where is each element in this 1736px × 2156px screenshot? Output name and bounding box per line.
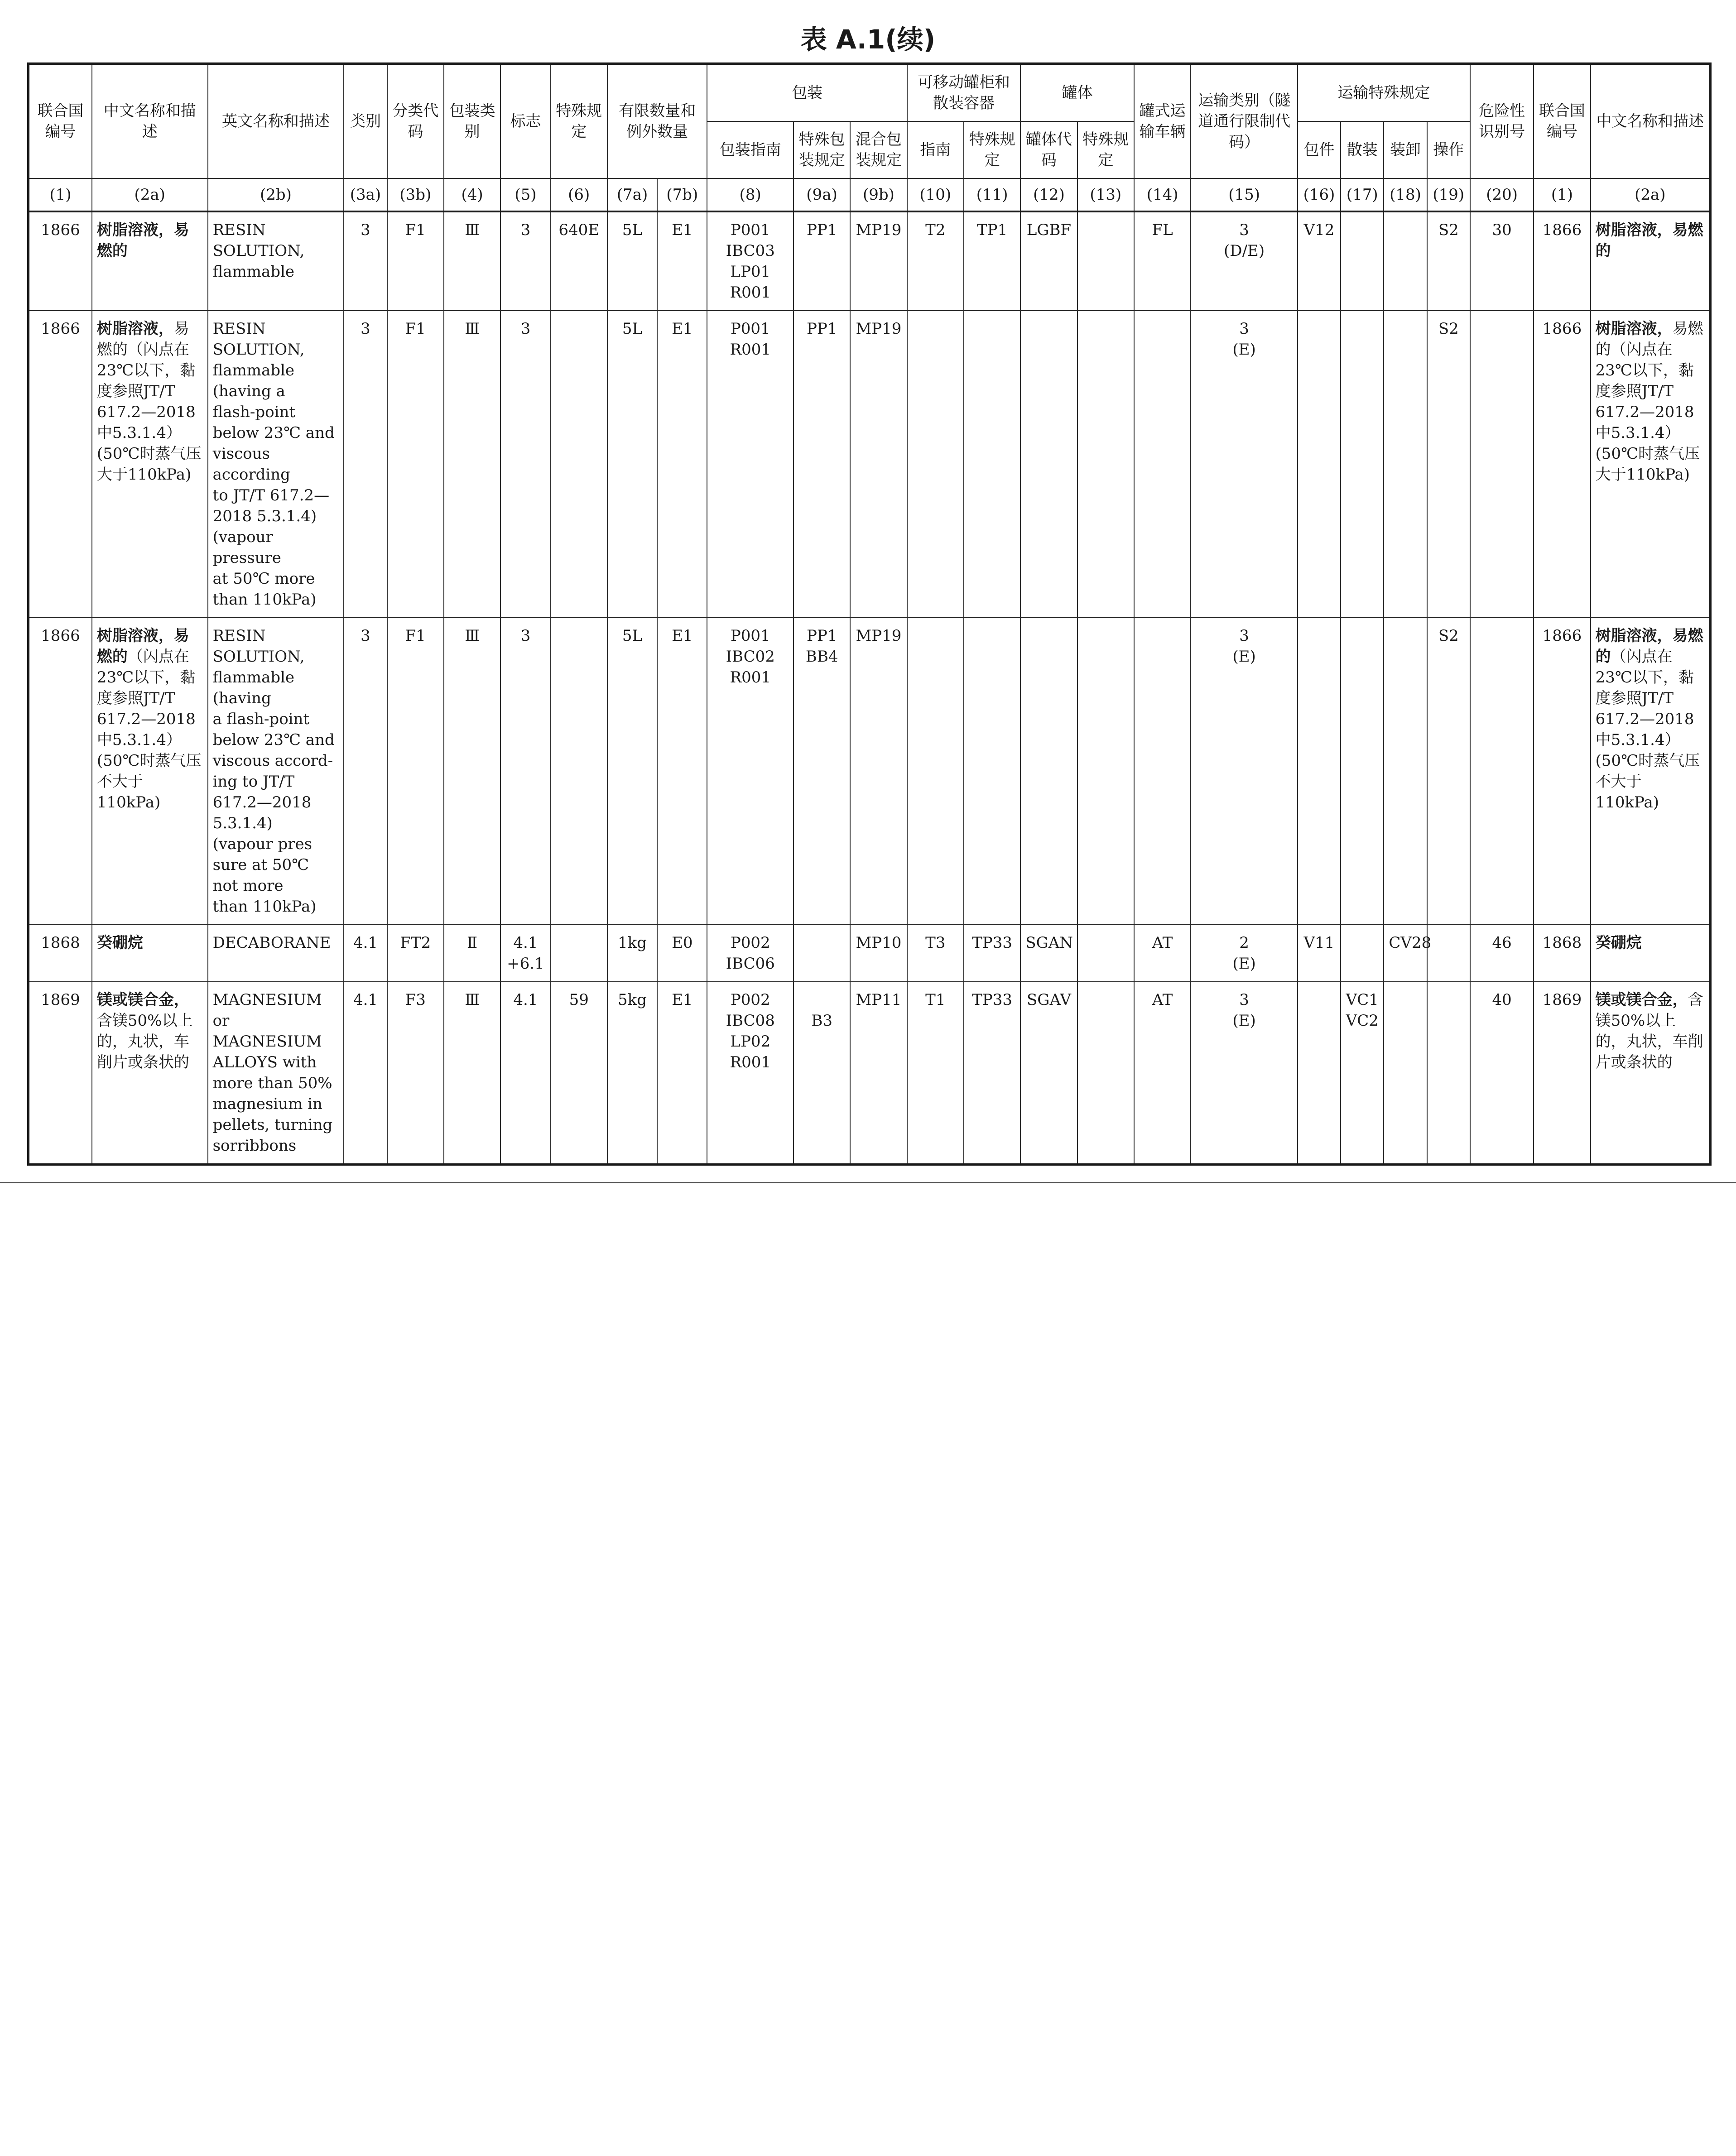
cell-un-no: 1866 bbox=[29, 211, 92, 311]
cell-line: 617.2—2018 bbox=[212, 793, 312, 812]
cell-un-no-2: 1869 bbox=[1534, 982, 1590, 1165]
cell-line: +6.1 bbox=[507, 955, 544, 973]
cell-hazard-id bbox=[1470, 618, 1534, 925]
column-number: (2a) bbox=[92, 178, 208, 211]
cell-operation: S2 bbox=[1427, 211, 1470, 311]
cell-labels bbox=[500, 618, 550, 925]
table-body bbox=[29, 211, 1711, 1165]
cell-pack-instr bbox=[707, 211, 793, 311]
cell-mixed-pack: MP11 bbox=[850, 982, 907, 1165]
cell-line: 3 bbox=[520, 627, 531, 645]
cell-class-code: FT2 bbox=[387, 925, 444, 982]
cell-cn-name bbox=[92, 982, 208, 1165]
dangerous-goods-table bbox=[27, 62, 1712, 1166]
cell-line: (having bbox=[212, 689, 271, 707]
cell-line: than 110kPa) bbox=[212, 898, 317, 916]
cell-tank-code: LGBF bbox=[1020, 211, 1077, 311]
header-tank-group: 罐体 bbox=[1020, 64, 1134, 122]
cell-line: not more bbox=[212, 877, 284, 895]
table-row bbox=[29, 982, 1711, 1165]
cell-line: sorribbons bbox=[212, 1137, 297, 1155]
cell-pack-instr bbox=[707, 618, 793, 925]
cell-hazard-id: 40 bbox=[1470, 982, 1534, 1165]
cell-hazard-id: 46 bbox=[1470, 925, 1534, 982]
cell-en-name bbox=[208, 925, 344, 982]
name-rest-part: 易燃的（闪点在23℃以下，黏度参照JT/T 617.2—2018中5.3.1.4）(50℃时蒸气压大于110kPa) bbox=[1595, 320, 1703, 484]
cell-loading bbox=[1384, 982, 1427, 1165]
cell-line: SOLUTION, bbox=[212, 648, 305, 666]
column-number: (17) bbox=[1341, 178, 1384, 211]
cell-line: (vapour pressure bbox=[212, 528, 281, 567]
cell-tank-vehicle: AT bbox=[1134, 982, 1191, 1165]
cell-line: sure at 50℃ bbox=[212, 856, 309, 874]
cell-operation bbox=[1427, 925, 1470, 982]
page-title: 表 A.1(续) bbox=[800, 24, 936, 55]
header-pack-instr: 包装指南 bbox=[707, 121, 793, 178]
cell-line: 2018 5.3.1.4) bbox=[212, 507, 317, 525]
cell-excepted-qty: E1 bbox=[657, 211, 707, 311]
cell-line: R001 bbox=[730, 668, 771, 687]
cell-line: PP1 bbox=[806, 320, 837, 338]
cell-cn-name-2 bbox=[1591, 211, 1711, 311]
cell-line: DECABORANE bbox=[212, 934, 331, 952]
header-portable-special: 特殊规定 bbox=[964, 121, 1020, 178]
cell-class: 3 bbox=[344, 211, 387, 311]
cell-cn-name bbox=[92, 925, 208, 982]
name-bold-part: 树脂溶液，易燃的 bbox=[96, 627, 189, 666]
cell-bulk bbox=[1341, 211, 1384, 311]
column-number: (6) bbox=[551, 178, 607, 211]
cell-line: magnesium in bbox=[212, 1095, 322, 1113]
cell-line: flammable bbox=[212, 263, 295, 281]
cell-cn-name-2 bbox=[1591, 311, 1711, 618]
name-bold-part: 树脂溶液，易燃的 bbox=[96, 221, 189, 260]
dangerous-goods-table-wrapper bbox=[27, 62, 1712, 1166]
cell-loading: CV28 bbox=[1384, 925, 1427, 982]
page-divider-line bbox=[0, 1182, 1736, 1183]
cell-cn-name bbox=[92, 618, 208, 925]
cell-line: LP02 bbox=[730, 1032, 771, 1051]
cell-pack-group: Ⅲ bbox=[444, 982, 500, 1165]
cell-line: (E) bbox=[1232, 648, 1256, 666]
cell-tank-special bbox=[1077, 618, 1134, 925]
cell-line: IBC06 bbox=[726, 955, 775, 973]
header-class-code: 分类代码 bbox=[387, 64, 444, 179]
cell-bulk bbox=[1341, 311, 1384, 618]
header-special: 特殊规定 bbox=[551, 64, 607, 179]
cell-mixed-pack: MP19 bbox=[850, 211, 907, 311]
column-number: (4) bbox=[444, 178, 500, 211]
header-portable-instr: 指南 bbox=[907, 121, 964, 178]
cell-pack-instr bbox=[707, 311, 793, 618]
header-tank-vehicle: 罐式运输车辆 bbox=[1134, 64, 1191, 179]
cell-line: SOLUTION, bbox=[212, 341, 305, 359]
cell-tank-vehicle: FL bbox=[1134, 211, 1191, 311]
cell-cn-name bbox=[92, 211, 208, 311]
cell-pack-group: Ⅱ bbox=[444, 925, 500, 982]
cell-line: (having a bbox=[212, 382, 285, 400]
header-portable-group: 可移动罐柜和散装容器 bbox=[907, 64, 1021, 122]
cell-class-code: F1 bbox=[387, 211, 444, 311]
cell-line: to JT/T 617.2— bbox=[212, 486, 330, 504]
cell-tank-code bbox=[1020, 618, 1077, 925]
cell-limited-qty: 5L bbox=[607, 311, 657, 618]
header-tank-special: 特殊规定 bbox=[1077, 121, 1134, 178]
header-cn-name: 中文名称和描述 bbox=[92, 64, 208, 179]
cell-line: R001 bbox=[730, 341, 771, 359]
table-row bbox=[29, 925, 1711, 982]
column-number: (18) bbox=[1384, 178, 1427, 211]
cell-cn-name bbox=[92, 311, 208, 618]
cell-cn-name-2 bbox=[1591, 618, 1711, 925]
cell-loading bbox=[1384, 311, 1427, 618]
cell-packages bbox=[1298, 311, 1341, 618]
cell-class-code: F1 bbox=[387, 311, 444, 618]
name-bold-part: 树脂溶液，易燃的 bbox=[1595, 627, 1703, 666]
name-bold-part: 镁或镁合金， bbox=[1595, 991, 1688, 1009]
cell-un-no-2: 1866 bbox=[1534, 311, 1590, 618]
cell-line: according bbox=[212, 466, 290, 484]
name-rest-part: 易燃的（闪点在23℃以下，黏度参照JT/T 617.2—2018中5.3.1.4）(50℃时蒸气压大于110kPa) bbox=[96, 320, 202, 484]
cell-special-pack bbox=[793, 982, 850, 1165]
cell-line: 3 bbox=[1239, 221, 1249, 239]
cell-class: 4.1 bbox=[344, 982, 387, 1165]
cell-mixed-pack: MP19 bbox=[850, 618, 907, 925]
cell-line: 2 bbox=[1239, 934, 1249, 952]
cell-bulk bbox=[1341, 982, 1384, 1165]
cell-hazard-id bbox=[1470, 311, 1534, 618]
column-number: (3a) bbox=[344, 178, 387, 211]
cell-tank-code: SGAN bbox=[1020, 925, 1077, 982]
cell-mixed-pack: MP19 bbox=[850, 311, 907, 618]
cell-line: VC2 bbox=[1346, 1012, 1379, 1030]
cell-special bbox=[551, 925, 607, 982]
cell-labels bbox=[500, 211, 550, 311]
cell-line: VC1 bbox=[1346, 991, 1379, 1009]
table-row bbox=[29, 311, 1711, 618]
cell-line: R001 bbox=[730, 283, 771, 302]
cell-en-name bbox=[208, 618, 344, 925]
cell-line: 4.1 bbox=[513, 991, 538, 1009]
cell-line: ing to JT/T bbox=[212, 773, 295, 791]
column-number: (10) bbox=[907, 178, 964, 211]
cell-tank-vehicle bbox=[1134, 618, 1191, 925]
column-number: (20) bbox=[1470, 178, 1534, 211]
cell-line: MAGNESIUM or bbox=[212, 991, 322, 1030]
cell-un-no: 1866 bbox=[29, 311, 92, 618]
cell-mixed-pack: MP10 bbox=[850, 925, 907, 982]
cell-special bbox=[551, 618, 607, 925]
cell-special-pack bbox=[793, 311, 850, 618]
cell-tank-special bbox=[1077, 925, 1134, 982]
name-bold-part: 镁或镁合金， bbox=[96, 991, 189, 1009]
cell-portable-special bbox=[964, 311, 1020, 618]
cell-excepted-qty: E1 bbox=[657, 982, 707, 1165]
cell-class: 3 bbox=[344, 618, 387, 925]
header-operation: 操作 bbox=[1427, 121, 1470, 178]
cell-labels bbox=[500, 982, 550, 1165]
header-packaging-group: 包装 bbox=[707, 64, 907, 122]
cell-portable-special bbox=[964, 618, 1020, 925]
cell-bulk bbox=[1341, 925, 1384, 982]
cell-line: RESIN bbox=[212, 221, 266, 239]
cell-transport-cat bbox=[1191, 982, 1298, 1165]
cell-special-pack bbox=[793, 211, 850, 311]
cell-line: RESIN bbox=[212, 627, 266, 645]
cell-line: MAGNESIUM bbox=[212, 1032, 322, 1051]
cell-class: 3 bbox=[344, 311, 387, 618]
cell-line: viscous bbox=[212, 445, 270, 463]
header-mixed-pack: 混合包装规定 bbox=[850, 121, 907, 178]
cell-line: 5.3.1.4) bbox=[212, 814, 273, 832]
cell-line: below 23℃ and bbox=[212, 731, 335, 749]
cell-portable-special: TP33 bbox=[964, 982, 1020, 1165]
name-bold-part: 树脂溶液， bbox=[96, 320, 174, 338]
cell-bulk bbox=[1341, 618, 1384, 925]
cell-labels bbox=[500, 311, 550, 618]
header-packages: 包件 bbox=[1298, 121, 1341, 178]
cell-pack-instr bbox=[707, 925, 793, 982]
header-loading: 装卸 bbox=[1384, 121, 1427, 178]
cell-line: P001 bbox=[730, 221, 770, 239]
column-number: (16) bbox=[1298, 178, 1341, 211]
cell-line: viscous accord- bbox=[212, 752, 333, 770]
cell-hazard-id: 30 bbox=[1470, 211, 1534, 311]
table-header bbox=[29, 64, 1711, 212]
column-number: (15) bbox=[1191, 178, 1298, 211]
cell-line: (vapour pres bbox=[212, 835, 313, 853]
cell-line: flammable bbox=[212, 361, 295, 379]
cell-loading bbox=[1384, 211, 1427, 311]
header-limited-group: 有限数量和例外数量 bbox=[607, 64, 707, 179]
header-special-pack: 特殊包装规定 bbox=[793, 121, 850, 178]
cell-packages bbox=[1298, 618, 1341, 925]
cell-portable-instr bbox=[907, 311, 964, 618]
cell-en-name bbox=[208, 982, 344, 1165]
header-labels: 标志 bbox=[500, 64, 550, 179]
header-transport-special-group: 运输特殊规定 bbox=[1298, 64, 1470, 122]
cell-tank-special bbox=[1077, 211, 1134, 311]
cell-special-pack bbox=[793, 618, 850, 925]
cell-un-no-2: 1866 bbox=[1534, 618, 1590, 925]
name-bold-part: 癸硼烷 bbox=[1595, 934, 1642, 952]
cell-labels bbox=[500, 925, 550, 982]
cell-en-name bbox=[208, 311, 344, 618]
cell-pack-group: Ⅲ bbox=[444, 618, 500, 925]
cell-line: P001 bbox=[730, 320, 770, 338]
header-hazard-id: 危险性识别号 bbox=[1470, 64, 1534, 179]
cell-portable-instr: T2 bbox=[907, 211, 964, 311]
cell-line: pellets, turning bbox=[212, 1116, 333, 1134]
column-number: (9b) bbox=[850, 178, 907, 211]
cell-line: 3 bbox=[520, 320, 531, 338]
column-number: (12) bbox=[1020, 178, 1077, 211]
name-rest-part: 含镁50%以上的，丸状，车削片或条状的 bbox=[96, 1012, 193, 1071]
cell-tank-code bbox=[1020, 311, 1077, 618]
header-un-no-2: 联合国编号 bbox=[1534, 64, 1590, 179]
cell-portable-instr: T3 bbox=[907, 925, 964, 982]
cell-packages: V12 bbox=[1298, 211, 1341, 311]
cell-line: BB4 bbox=[805, 648, 838, 666]
cell-loading bbox=[1384, 618, 1427, 925]
cell-line: 3 bbox=[1239, 320, 1249, 338]
column-number: (13) bbox=[1077, 178, 1134, 211]
name-bold-part: 癸硼烷 bbox=[96, 934, 143, 952]
cell-line: (E) bbox=[1232, 1012, 1256, 1030]
header-transport-cat: 运输类别（隧道通行限制代码） bbox=[1191, 64, 1298, 179]
cell-portable-instr: T1 bbox=[907, 982, 964, 1165]
cell-line: 4.1 bbox=[513, 934, 538, 952]
column-number: (14) bbox=[1134, 178, 1191, 211]
cell-line: at 50℃ more bbox=[212, 570, 315, 588]
header-en-name: 英文名称和描述 bbox=[208, 64, 344, 179]
header-un-no: 联合国编号 bbox=[29, 64, 92, 179]
cell-special-pack bbox=[793, 925, 850, 982]
cell-special: 640E bbox=[551, 211, 607, 311]
cell-tank-special bbox=[1077, 311, 1134, 618]
cell-limited-qty: 1kg bbox=[607, 925, 657, 982]
name-bold-part: 树脂溶液， bbox=[1595, 320, 1673, 338]
column-number: (1) bbox=[1534, 178, 1590, 211]
cell-line: P001 bbox=[730, 627, 770, 645]
cell-line: PP1 bbox=[806, 221, 837, 239]
cell-line: 3 bbox=[1239, 991, 1249, 1009]
cell-class: 4.1 bbox=[344, 925, 387, 982]
cell-line: P002 bbox=[730, 934, 770, 952]
name-rest-part: 含镁50%以上的，丸状，车削片或条状的 bbox=[1595, 991, 1703, 1071]
cell-cn-name-2 bbox=[1591, 925, 1711, 982]
column-number: (8) bbox=[707, 178, 793, 211]
cell-operation: S2 bbox=[1427, 618, 1470, 925]
cell-line: IBC02 bbox=[726, 648, 775, 666]
cell-line: (E) bbox=[1232, 341, 1256, 359]
cell-un-no: 1868 bbox=[29, 925, 92, 982]
column-number-row bbox=[29, 178, 1711, 211]
cell-tank-special bbox=[1077, 982, 1134, 1165]
column-number: (7b) bbox=[657, 178, 707, 211]
cell-excepted-qty: E1 bbox=[657, 311, 707, 618]
name-rest-part: （闪点在23℃以下，黏度参照JT/T 617.2—2018中5.3.1.4）(50℃时蒸气压不大于110kPa) bbox=[96, 648, 202, 812]
column-number: (7a) bbox=[607, 178, 657, 211]
cell-packages bbox=[1298, 982, 1341, 1165]
header-tank-code: 罐体代码 bbox=[1020, 121, 1077, 178]
cell-limited-qty: 5L bbox=[607, 211, 657, 311]
cell-line: SOLUTION, bbox=[212, 242, 305, 260]
cell-line bbox=[798, 989, 845, 1010]
cell-line: ALLOYS with bbox=[212, 1053, 317, 1071]
cell-line: below 23℃ and bbox=[212, 424, 335, 442]
cell-cn-name-2 bbox=[1591, 982, 1711, 1165]
cell-special bbox=[551, 311, 607, 618]
cell-line: R001 bbox=[730, 1053, 771, 1071]
cell-class-code: F3 bbox=[387, 982, 444, 1165]
cell-line: (D/E) bbox=[1224, 242, 1265, 260]
cell-en-name bbox=[208, 211, 344, 311]
cell-line: a flash-point bbox=[212, 710, 310, 728]
cell-limited-qty: 5kg bbox=[607, 982, 657, 1165]
column-number: (5) bbox=[500, 178, 550, 211]
cell-pack-group: Ⅲ bbox=[444, 311, 500, 618]
cell-special: 59 bbox=[551, 982, 607, 1165]
cell-excepted-qty: E0 bbox=[657, 925, 707, 982]
cell-limited-qty: 5L bbox=[607, 618, 657, 925]
header-class: 类别 bbox=[344, 64, 387, 179]
table-row bbox=[29, 618, 1711, 925]
cell-line: LP01 bbox=[730, 263, 771, 281]
column-number: (11) bbox=[964, 178, 1020, 211]
cell-line: PP1 bbox=[806, 627, 837, 645]
table-row bbox=[29, 211, 1711, 311]
cell-class-code: F1 bbox=[387, 618, 444, 925]
cell-line: B3 bbox=[811, 1012, 832, 1030]
cell-pack-group: Ⅲ bbox=[444, 211, 500, 311]
cell-excepted-qty: E1 bbox=[657, 618, 707, 925]
cell-un-no: 1866 bbox=[29, 618, 92, 925]
header-cn-name-2: 中文名称和描述 bbox=[1591, 64, 1711, 179]
cell-line: 3 bbox=[520, 221, 531, 239]
name-bold-part: 树脂溶液，易燃的 bbox=[1595, 221, 1703, 260]
cell-packages: V11 bbox=[1298, 925, 1341, 982]
cell-portable-instr bbox=[907, 618, 964, 925]
cell-operation: S2 bbox=[1427, 311, 1470, 618]
cell-line: flash-point bbox=[212, 403, 296, 421]
cell-line: than 110kPa) bbox=[212, 591, 317, 609]
column-number: (9a) bbox=[793, 178, 850, 211]
cell-line: (E) bbox=[1232, 955, 1256, 973]
name-rest-part: （闪点在23℃以下，黏度参照JT/T 617.2—2018中5.3.1.4）(50℃时蒸气压不大于110kPa) bbox=[1595, 648, 1700, 812]
cell-line: IBC08 bbox=[726, 1012, 775, 1030]
cell-portable-special: TP33 bbox=[964, 925, 1020, 982]
column-number: (19) bbox=[1427, 178, 1470, 211]
cell-tank-vehicle: AT bbox=[1134, 925, 1191, 982]
cell-line: flammable bbox=[212, 668, 295, 687]
column-number: (2a) bbox=[1591, 178, 1711, 211]
cell-transport-cat bbox=[1191, 925, 1298, 982]
cell-transport-cat bbox=[1191, 618, 1298, 925]
header-pack-group: 包装类别 bbox=[444, 64, 500, 179]
cell-operation bbox=[1427, 982, 1470, 1165]
column-number: (3b) bbox=[387, 178, 444, 211]
cell-un-no-2: 1866 bbox=[1534, 211, 1590, 311]
cell-line: IBC03 bbox=[726, 242, 775, 260]
cell-line: 3 bbox=[1239, 627, 1249, 645]
cell-portable-special: TP1 bbox=[964, 211, 1020, 311]
cell-tank-code: SGAV bbox=[1020, 982, 1077, 1165]
cell-tank-vehicle bbox=[1134, 311, 1191, 618]
cell-line: more than 50% bbox=[212, 1074, 332, 1092]
cell-line: P002 bbox=[730, 991, 770, 1009]
cell-line: RESIN bbox=[212, 320, 266, 338]
column-number: (1) bbox=[29, 178, 92, 211]
column-number: (2b) bbox=[208, 178, 344, 211]
cell-un-no: 1869 bbox=[29, 982, 92, 1165]
cell-transport-cat bbox=[1191, 311, 1298, 618]
cell-un-no-2: 1868 bbox=[1534, 925, 1590, 982]
header-bulk: 散装 bbox=[1341, 121, 1384, 178]
cell-pack-instr bbox=[707, 982, 793, 1165]
cell-transport-cat bbox=[1191, 211, 1298, 311]
